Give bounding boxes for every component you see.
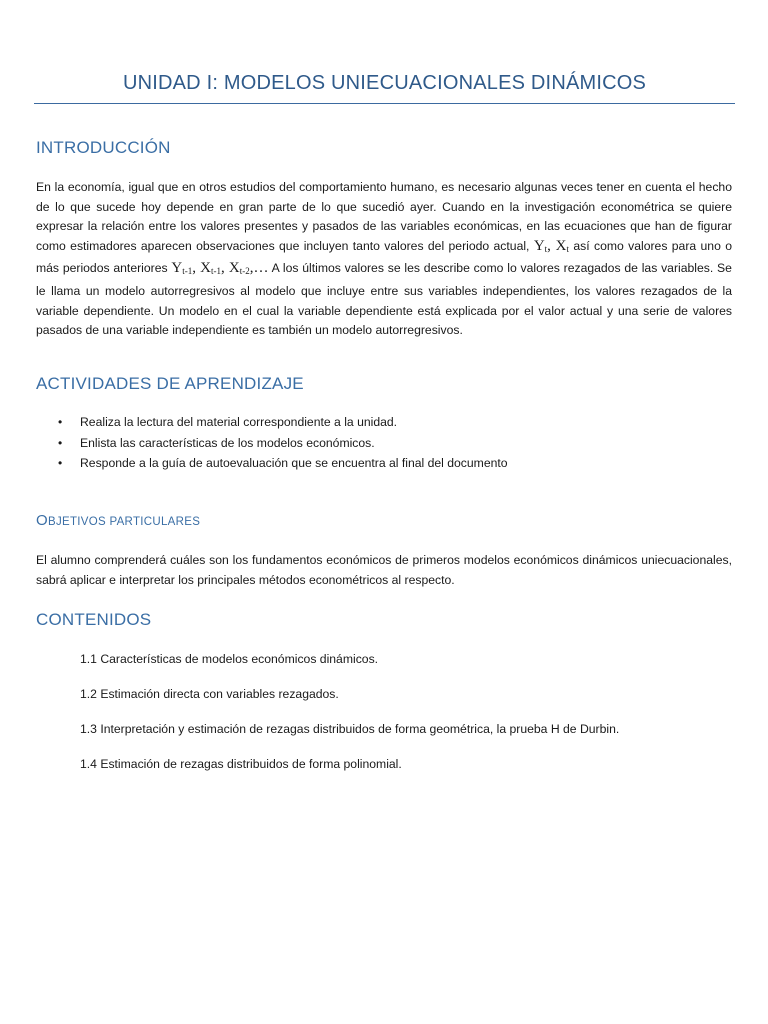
content-item: 1.4 Estimación de rezagas distribuidos de forma polinomial.	[80, 757, 402, 771]
title-underline	[34, 103, 735, 104]
objectives-heading-rest: BJETIVOS PARTICULARES	[47, 516, 201, 528]
intro-heading: INTRODUCCIÓN	[36, 138, 171, 157]
intro-text-2: así como valores para uno o más periodos anteriores	[36, 238, 732, 276]
math-lagged-values: $Y_{t-1}$, $X_{t-1}$, $X_{t-2},\dots$	[171, 260, 269, 277]
content-item: 1.2 Estimación directa con variables rezagados.	[80, 687, 339, 701]
intro-text-3: A los últimos valores se les describe como lo valores rezagados de las variables. Se le llama un modelo autorregresivos al modelo que incluye entre sus variables independientes, los valores rezagados de la variable dependiente. Un modelo en el cual la variable dependiente está explicada por el valor actual y una serie de valores pasados de una variable independiente es también un modelo autorregresivos.	[36, 261, 732, 338]
objectives-heading-initial: O	[36, 512, 48, 529]
activities-heading: ACTIVIDADES DE APRENDIZAJE	[36, 374, 304, 393]
page-title: UNIDAD I: MODELOS UNIECUACIONALES DINÁMICOS	[122, 72, 647, 94]
intro-text-1: En la economía, igual que en otros estudios del comportamiento humano, es necesario algunas veces tener en cuenta el hecho de lo que sucede hoy depende en gran parte de lo que sucedió ayer. Cuando en la investigación econométrica se quiere expresar la relación entre los valores presentes y pasados de las variables económicas, en las ecuaciones que han de figurar como estimadores aparecen observaciones que incluyen tanto valores del periodo actual,	[36, 180, 732, 253]
intro-paragraph	[36, 178, 732, 341]
content-item: 1.3 Interpretación y estimación de rezagas distribuidos de forma geométrica, la prueba H de Durbin.	[80, 722, 620, 736]
list-item: • Responde a la guía de autoevaluación que se encuentra al final del documento	[58, 453, 508, 474]
objectives-heading	[36, 512, 200, 529]
list-item: • Realiza la lectura del material correspondiente a la unidad.	[58, 412, 508, 433]
contents-heading: CONTENIDOS	[36, 610, 152, 629]
activities-list	[58, 412, 508, 474]
list-item: • Enlista las características de los modelos económicos.	[58, 433, 508, 454]
objectives-paragraph: El alumno comprenderá cuáles son los fundamentos económicos de primeros modelos económicos dinámicos uniecuacionales, sabrá aplicar e interpretar los principales métodos econométricos al respecto.	[36, 553, 732, 587]
content-item: 1.1 Características de modelos económicos dinámicos.	[80, 652, 379, 666]
math-current-values: $Y_t$, $X_t$	[533, 237, 569, 254]
